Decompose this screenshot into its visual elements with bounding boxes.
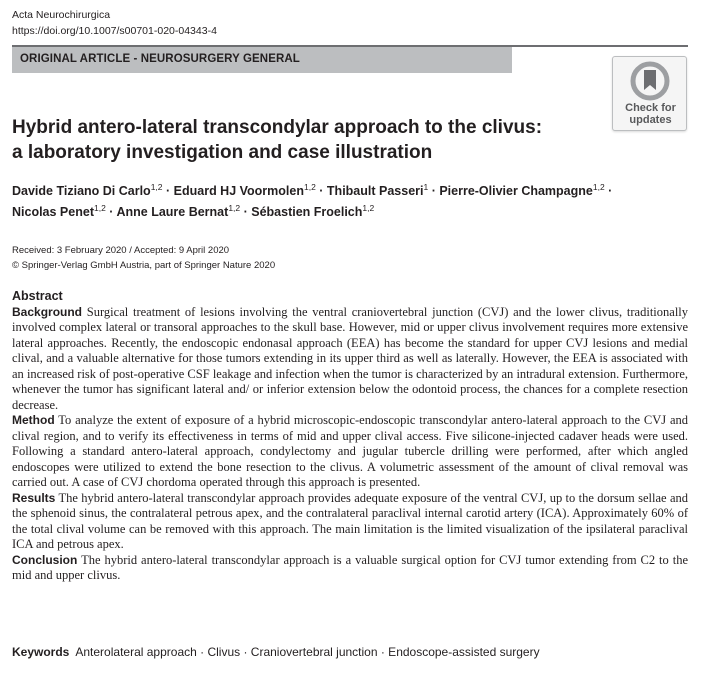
check-for-updates-badge[interactable] (612, 56, 687, 131)
author-name[interactable]: Nicolas Penet (12, 205, 94, 219)
badge-label-line2: updates (629, 114, 672, 126)
author-name[interactable]: Thibault Passeri (326, 184, 424, 198)
author-separator: · (604, 184, 613, 198)
keywords (12, 645, 540, 660)
keywords-label: Keywords (12, 645, 70, 659)
author-affiliation: 1 (423, 182, 429, 192)
doi-link[interactable]: https://doi.org/10.1007/s00701-020-04343-4 (12, 25, 217, 37)
method-text: To analyze the extent of exposure of a hybrid microscopic-endoscopic transcondylar antero-lateral approach to the CVJ and clival region, and to verify its effectiveness in terms of mid and upper clival access. Five silicone-injected cadaver heads were used. Following a standard antero-lateral approach, condylectomy and jugular tubercle drilling were performed, after which angled endoscopes were utilized to extend the bone resection to the clivus. A volumetric assessment of the amount of clival removal was carried out. A case of CVJ chordoma operated through this approach is presented. (12, 413, 688, 489)
article-title (12, 115, 542, 165)
author-separator: · (428, 184, 440, 198)
section-bar (12, 47, 512, 73)
journal-name: Acta Neurochirurgica (12, 9, 111, 21)
author-separator: · (162, 184, 174, 198)
author-affiliation: 1,2 (592, 182, 605, 192)
author-separator: · (240, 205, 252, 219)
author-name[interactable]: Sébastien Froelich (251, 205, 363, 219)
abstract-results (12, 491, 688, 553)
bookmark-ring-icon (630, 61, 670, 101)
received-accepted-dates: Received: 3 February 2020 / Accepted: 9 April 2020 (12, 245, 230, 256)
results-label: Results (12, 490, 56, 505)
author-affiliation: 1,2 (93, 203, 106, 213)
author-name[interactable]: Eduard HJ Voormolen (173, 184, 304, 198)
article-meta (12, 243, 275, 273)
title-line-1: Hybrid antero-lateral transcondylar approach to the clivus: (12, 117, 543, 138)
abstract-conclusion (12, 553, 688, 584)
title-line-2: a laboratory investigation and case illustration (12, 142, 433, 163)
author-name[interactable]: Anne Laure Bernat (116, 205, 229, 219)
author-affiliation: 1,2 (303, 182, 316, 192)
background-text: Surgical treatment of lesions involving the ventral craniovertebral junction (CVJ) and the lower clivus, traditionally involved complex lateral or transoral approaches to the skull base. However, mid or upper clivus involvement requires more extensive lateral approaches. Recently, the endoscopic endonasal approach (EEA) has become the standard for upper CVJ lesions and medial clival, and a valuable alternative for those tumors extending in its upper third as well as laterally. However, the EEA is associated with an increased risk of post-operative CSF leakage and infection when the tumor is characterized by an intradural extension. Furthermore, whenever the tumor has significant lateral and/ or inferior extension below the odontoid process, the chances for a complete resection decrease. (12, 304, 689, 412)
section-label: ORIGINAL ARTICLE - NEUROSURGERY GENERAL (20, 53, 300, 65)
abstract-background (12, 305, 688, 414)
author-affiliation: 1,2 (150, 182, 163, 192)
author-affiliation: 1,2 (362, 203, 375, 213)
keywords-list: Anterolateral approach · Clivus · Craniovertebral junction · Endoscope-assisted surgery (75, 645, 540, 659)
author-affiliation: 1,2 (228, 203, 241, 213)
method-label: Method (12, 413, 55, 427)
author-separator: · (315, 184, 327, 198)
abstract-heading: Abstract (12, 289, 63, 303)
author-separator: · (105, 205, 117, 219)
author-name[interactable]: Pierre-Olivier Champagne (439, 184, 593, 198)
author-name[interactable]: Davide Tiziano Di Carlo (12, 184, 151, 198)
background-label: Background (12, 304, 83, 319)
copyright-line: © Springer-Verlag GmbH Austria, part of Springer Nature 2020 (12, 260, 276, 271)
results-text: The hybrid antero-lateral transcondylar approach provides adequate exposure of the ventral CVJ, up to the dorsum sellae and the sphenoid sinus, the contralateral petrous apex, and the contralateral paraclival internal carotid artery (ICA). Approximately 60% of the total clival volume can be removed with this approach. The main limitation is the limited visualization of the ipsilateral paraclival ICA and petrous apex. (12, 490, 688, 551)
conclusion-label: Conclusion (12, 552, 78, 567)
author-line-2 (12, 202, 612, 223)
abstract-method (12, 413, 688, 491)
conclusion-text: The hybrid antero-lateral transcondylar approach is a valuable surgical option for CVJ tumor extending from C2 to the mid and upper clivus. (12, 552, 688, 582)
author-list (12, 181, 612, 223)
author-line-1 (12, 181, 612, 202)
abstract (12, 289, 688, 584)
badge-label-line1: Check for (625, 102, 676, 114)
